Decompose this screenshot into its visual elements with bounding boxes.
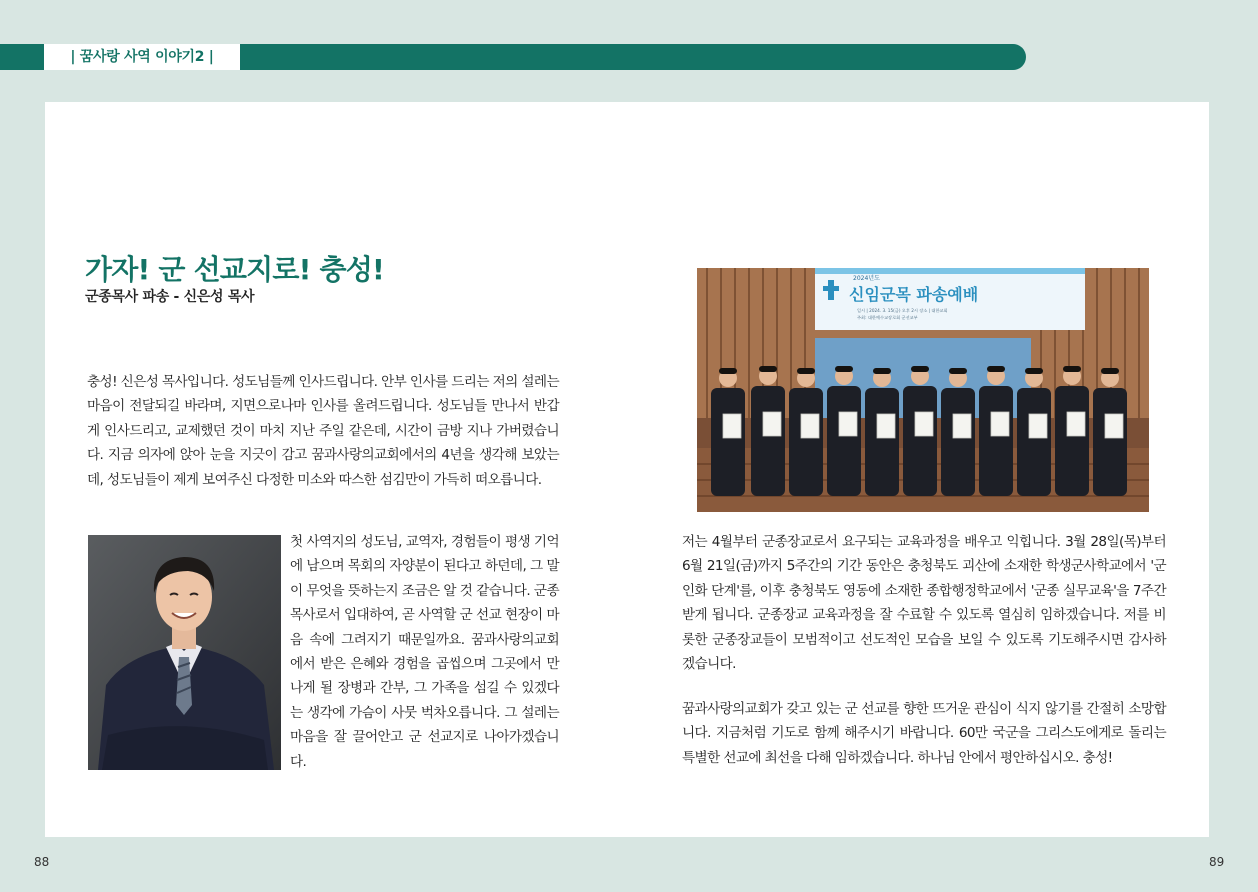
right-paragraph-2: 꿈과사랑의교회가 갖고 있는 군 선교를 향한 뜨거운 관심이 식지 않기를 간절히 소망합니다. 지금처럼 기도로 함께 해주시기 바랍니다. 60만 국군을 그리스도에게로 돌리는 특별한 선교에 최선을 다해 임하겠습니다. 하나님 안에서 평안하십시오. 충성!: [682, 701, 1166, 766]
page-panel: [45, 102, 1209, 837]
article-title: 가자! 군 선교지로! 충성!: [85, 253, 384, 286]
banner-detail-1: 일시 | 2024. 3. 15(금) 오후 2시 장소 | 대한교회: [857, 308, 948, 313]
banner-title: 신임군목 파송예배: [849, 285, 979, 304]
article-subtitle: 군종목사 파송 - 신은성 목사: [85, 289, 255, 305]
banner-year: 2024년도: [853, 275, 880, 282]
banner-detail-2: 주최: 대한예수교장로회 군선교부: [857, 315, 918, 320]
page-number-left: 88: [34, 855, 50, 869]
event-photo: [697, 268, 1149, 512]
right-paragraph-1: 저는 4월부터 군종장교로서 요구되는 교육과정을 배우고 익힙니다. 3월 28일(목)부터 6월 21일(금)까지 5주간의 기간 동안은 충청북도 괴산에 소재한 학생군사학교에서 '군인화 단계'를, 이후 충청북도 영동에 소재한 종합행정학교에서 '군종 실무교육'을 7주간 받게 됩니다. 군종장교 교육과정을 잘 수료할 수 있도록 열심히 임하겠습니다. 저를 비롯한 군종장교들이 모범적이고 선도적인 모습을 보일 수 있도록 기도해주시면 감사하겠습니다.: [682, 534, 1166, 673]
intro-paragraph: 충성! 신은성 목사입니다. 성도님들께 인사드립니다. 안부 인사를 드리는 저의 설레는 마음이 전달되길 바라며, 지면으로나마 인사를 올려드립니다. 성도님들 만나서 반갑게 인사드리고, 교제했던 것이 마치 지난 주일 같은데, 시간이 금방 지나 가버렸습니다. 지금 의자에 앉아 눈을 지긋이 감고 꿈과사랑의교회에서의 4년을 생각해 보았는데, 성도님들이 제게 보여주신 다정한 미소와 따스한 섬김만이 가득히 떠오릅니다.: [87, 374, 559, 488]
side-paragraph: 첫 사역지의 성도님, 교역자, 경험들이 평생 기억에 남으며 목회의 자양분이 된다고 하던데, 그 말이 무엇을 뜻하는지 조금은 알 것 같습니다. 군종목사로서 입대하여, 곧 사역할 군 선교 현장이 마음 속에 그려지기 때문일까요. 꿈과사랑의교회에서 받은 은혜와 경험을 곱씹으며 그곳에서 만나게 될 장병과 간부, 그 가족을 섬길 수 있겠다는 생각에 가슴이 사뭇 벅차오릅니다. 그 설레는 마음을 잘 끌어안고 군 선교지로 나아가겠습니다.: [290, 534, 559, 770]
page-number-right: 89: [1209, 855, 1225, 869]
portrait-photo: [88, 535, 281, 770]
section-label: | 꿈사랑 사역 이야기2 |: [44, 44, 240, 70]
